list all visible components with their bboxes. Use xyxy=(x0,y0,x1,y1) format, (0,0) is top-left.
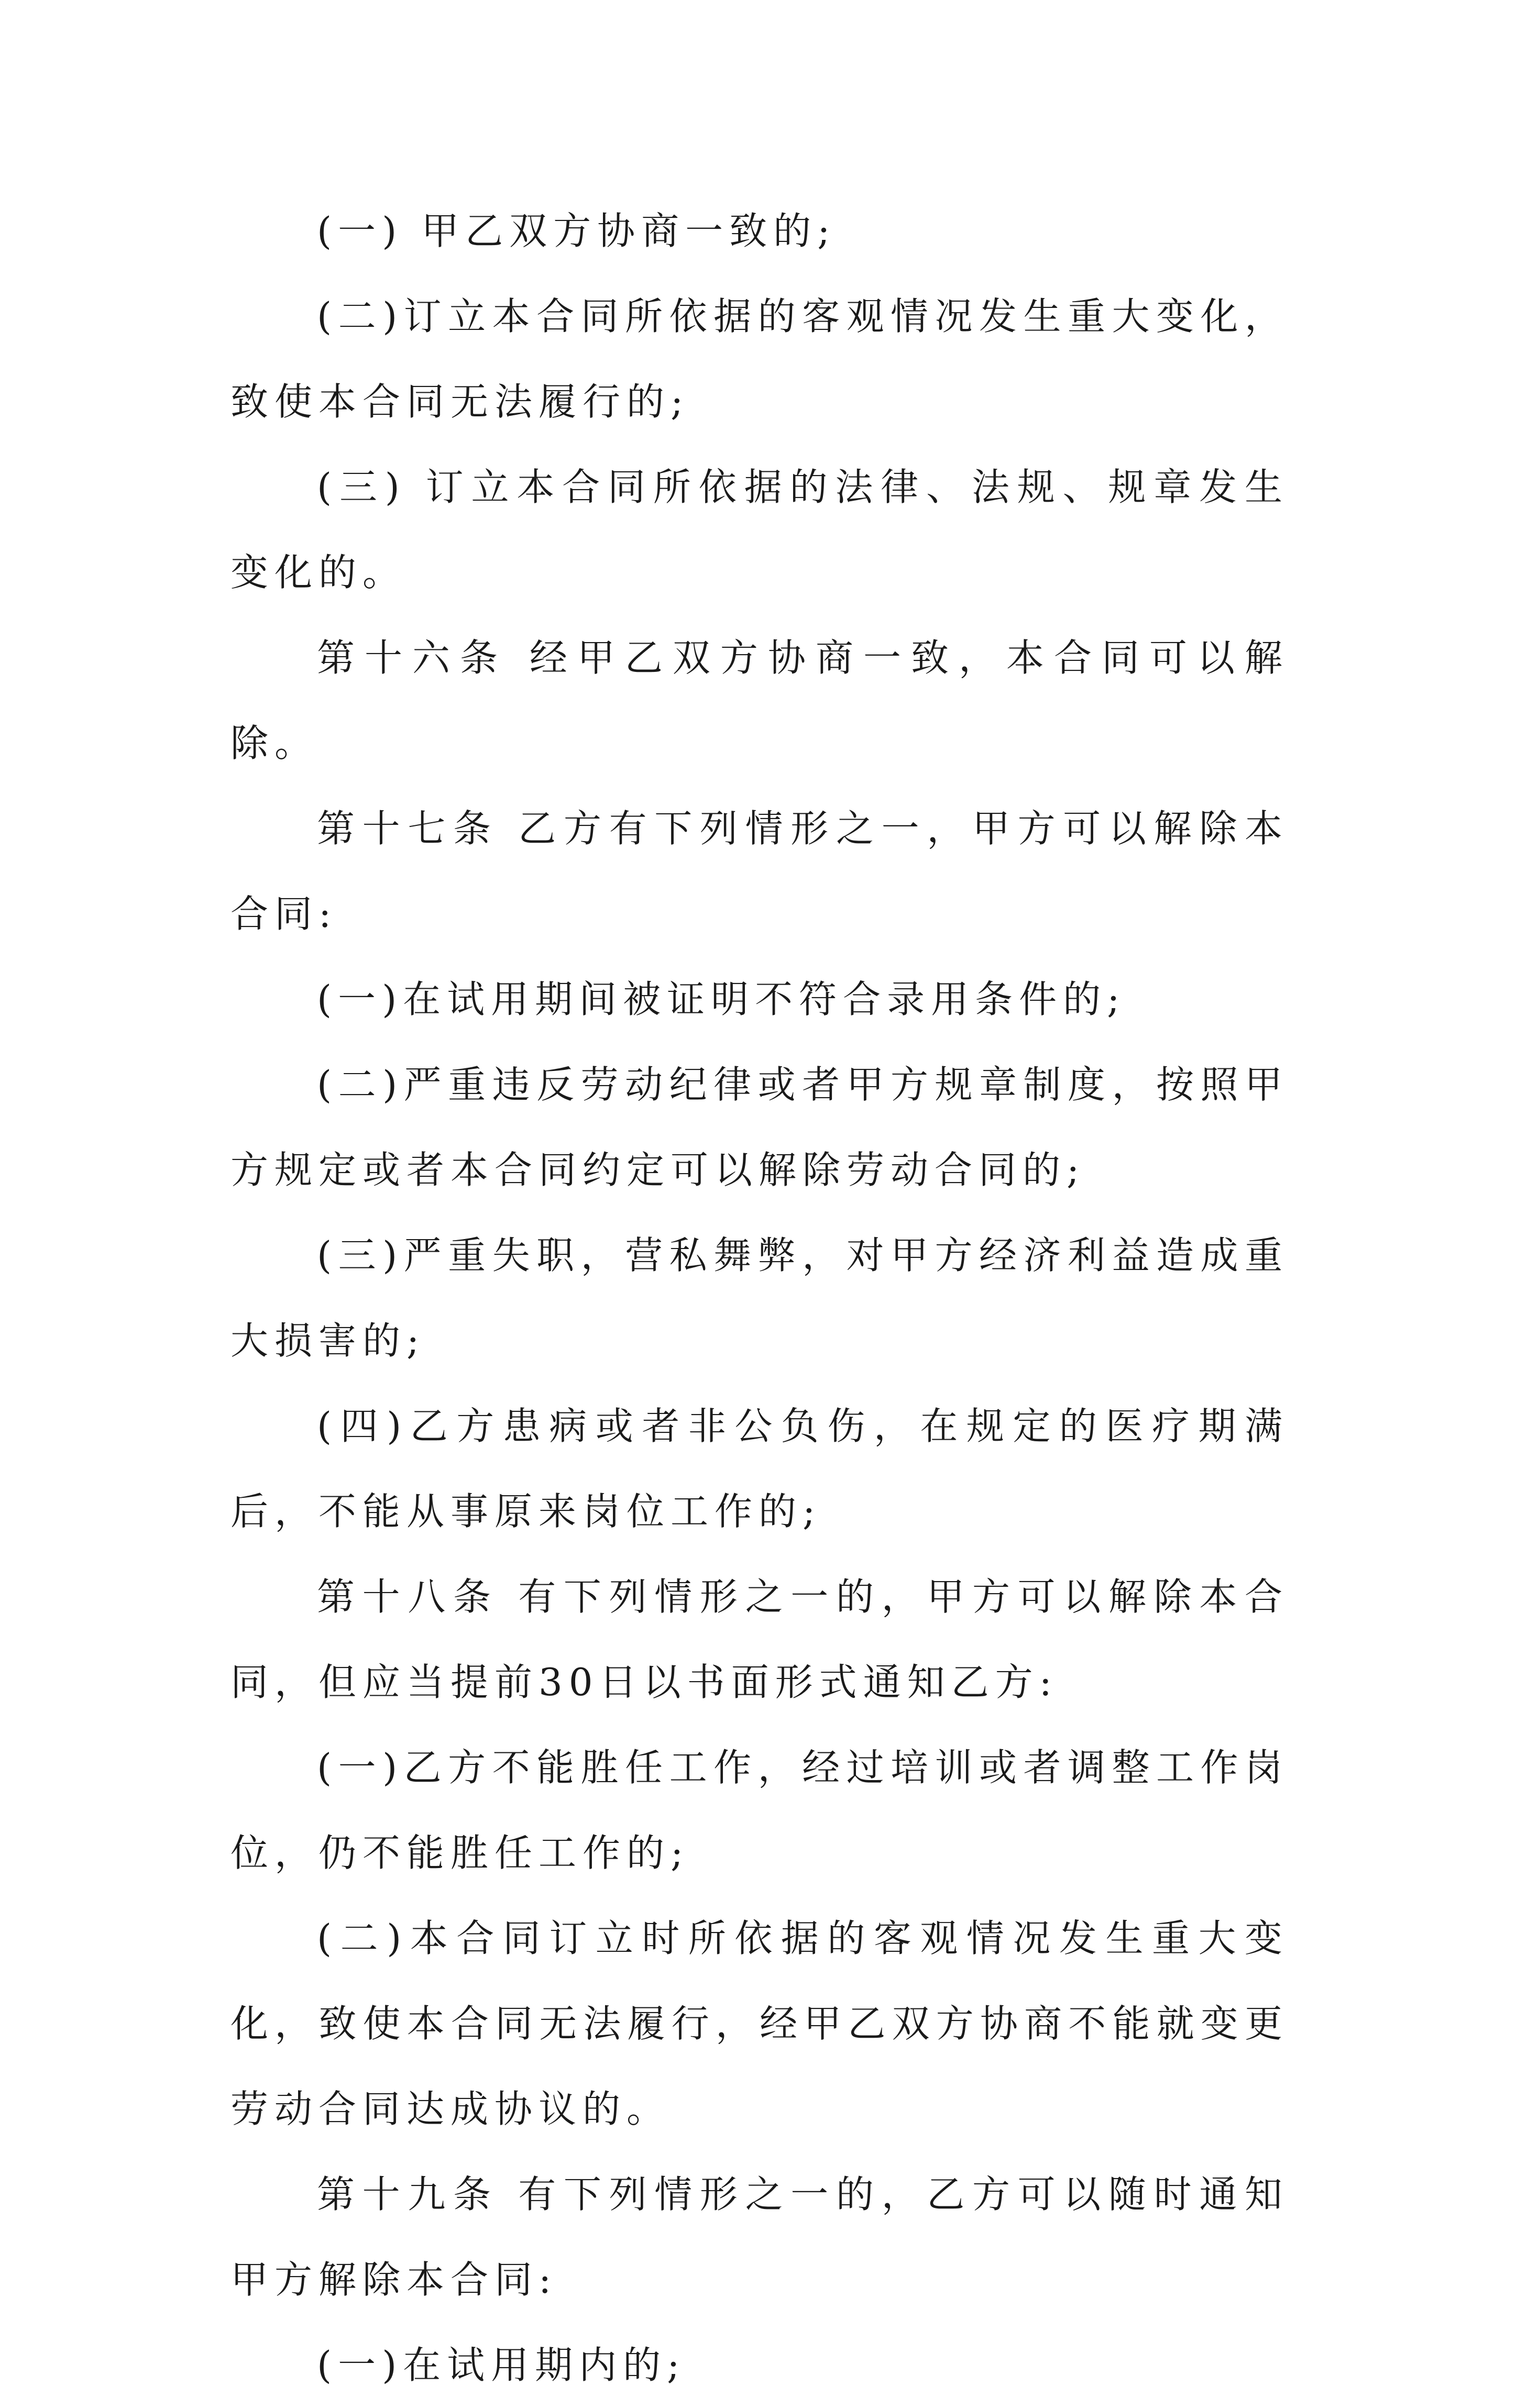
clause-item: (二)订立本合同所依据的客观情况发生重大变化，致使本合同无法履行的; xyxy=(230,294,1289,424)
clause-item: (二)本合同订立时所依据的客观情况发生重大变化，致使本合同无法履行，经甲乙双方协商不能就变更劳动合同达成协议的。 xyxy=(230,1916,1289,2131)
article-19: 第十九条 有下列情形之一的，乙方可以随时通知甲方解除本合同: xyxy=(230,2172,1289,2302)
contract-body xyxy=(230,189,1289,2408)
clause-item: (三) 订立本合同所依据的法律、法规、规章发生变化的。 xyxy=(230,465,1289,594)
article-17: 第十七条 乙方有下列情形之一，甲方可以解除本合同: xyxy=(230,807,1289,936)
article-18: 第十八条 有下列情形之一的，甲方可以解除本合同，但应当提前30日以书面形式通知乙方: xyxy=(230,1575,1289,1704)
clause-item: (一)乙方不能胜任工作，经过培训或者调整工作岗位，仍不能胜任工作的; xyxy=(230,1746,1289,1875)
clause-item: (四)乙方患病或者非公负伤，在规定的医疗期满后，不能从事原来岗位工作的; xyxy=(230,1404,1289,1533)
clause-item: (三)严重失职，营私舞弊，对甲方经济利益造成重大损害的; xyxy=(230,1233,1289,1363)
clause-item: (一)在试用期间被证明不符合录用条件的; xyxy=(317,977,1126,1021)
clause-item: (一) 甲乙双方协商一致的; xyxy=(317,209,837,253)
clause-item: (一)在试用期内的; xyxy=(317,2343,686,2387)
clause-item: (二)严重违反劳动纪律或者甲方规章制度，按照甲方规定或者本合同约定可以解除劳动合同的; xyxy=(230,1063,1289,1192)
article-16: 第十六条 经甲乙双方协商一致，本合同可以解除。 xyxy=(230,636,1289,765)
